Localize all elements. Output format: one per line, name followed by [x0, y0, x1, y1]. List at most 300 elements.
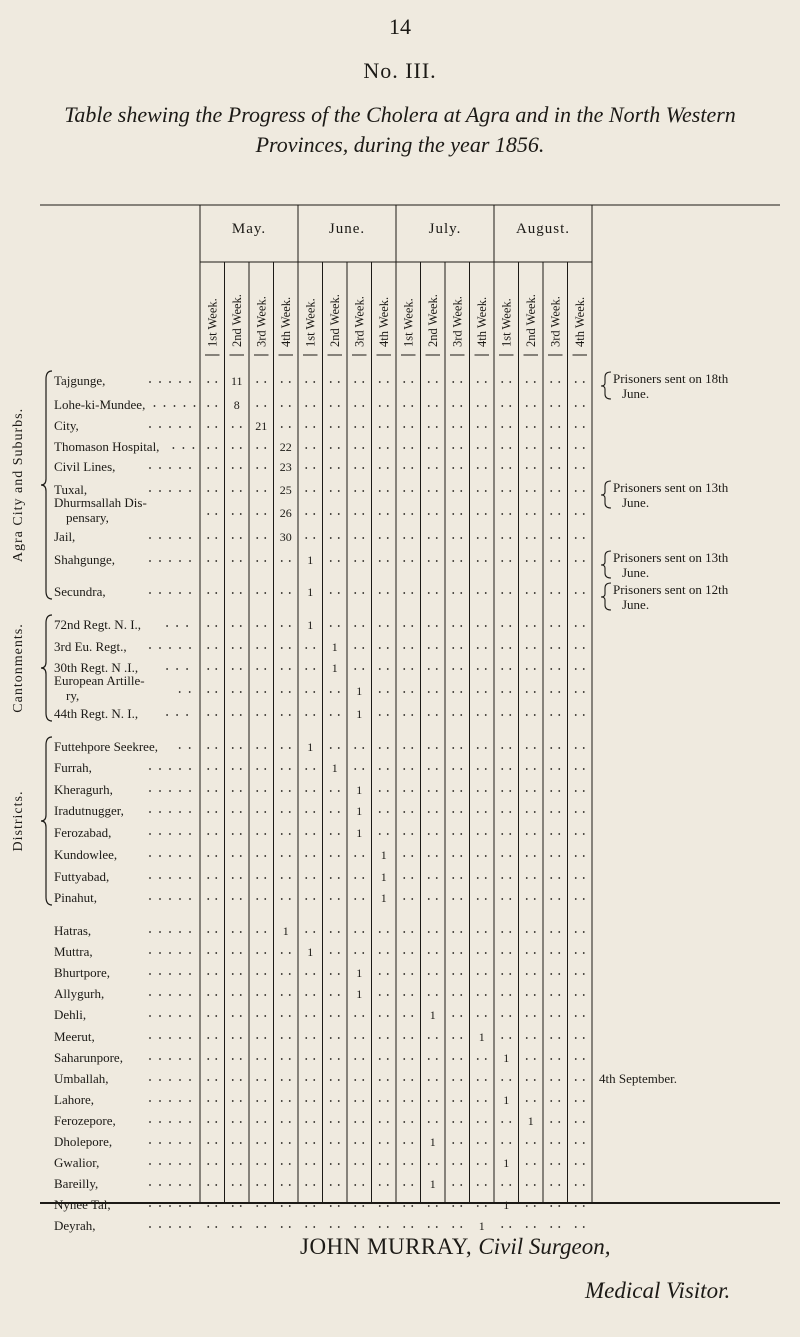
- leader-dot: [509, 447, 511, 449]
- leader-dot: [256, 877, 258, 879]
- leader-dot: [436, 931, 438, 933]
- leader-dot: [558, 1058, 560, 1060]
- row-label: Pinahut,: [54, 890, 97, 905]
- leader-dot: [240, 625, 242, 627]
- leader-dot: [184, 405, 186, 407]
- leader-dot: [281, 1100, 283, 1102]
- row-label: Tajgunge,: [54, 373, 106, 388]
- leader-dot: [256, 1100, 258, 1102]
- leader-dot: [305, 1184, 307, 1186]
- leader-dot: [534, 1226, 536, 1228]
- leader-dot: [403, 973, 405, 975]
- leader-dot: [583, 1100, 585, 1102]
- leader-dot: [485, 973, 487, 975]
- leader-dot: [485, 467, 487, 469]
- leader-dot: [575, 931, 577, 933]
- leader-dot: [240, 1184, 242, 1186]
- leader-dot: [509, 647, 511, 649]
- leader-dot: [281, 1037, 283, 1039]
- leader-dot: [256, 790, 258, 792]
- cell-value: 1: [503, 1051, 510, 1065]
- leader-dot: [149, 1226, 151, 1228]
- leader-dot: [215, 668, 217, 670]
- leader-dot: [169, 1142, 171, 1144]
- leader-dot: [526, 490, 528, 492]
- leader-dot: [215, 405, 217, 407]
- leader-dot: [256, 811, 258, 813]
- leader-dot: [460, 513, 462, 515]
- leader-dot: [207, 1121, 209, 1123]
- leader-dot: [550, 426, 552, 428]
- leader-dot: [509, 691, 511, 693]
- leader-dot: [452, 747, 454, 749]
- cell-value: 1: [503, 1198, 510, 1212]
- leader-dot: [305, 691, 307, 693]
- leader-dot: [207, 668, 209, 670]
- leader-dot: [215, 691, 217, 693]
- leader-dot: [436, 381, 438, 383]
- month-header: May.: [231, 221, 267, 237]
- week-header: 4th Week.: [474, 296, 489, 347]
- leader-dot: [460, 790, 462, 792]
- leader-dot: [558, 691, 560, 693]
- leader-dot: [485, 625, 487, 627]
- leader-dot: [526, 714, 528, 716]
- leader-dot: [189, 855, 191, 857]
- leader-dot: [354, 537, 356, 539]
- leader-dot: [387, 1079, 389, 1081]
- leader-dot: [169, 768, 171, 770]
- leader-dot: [411, 647, 413, 649]
- table-number: No. III.: [363, 58, 437, 83]
- leader-dot: [215, 855, 217, 857]
- leader-dot: [207, 714, 209, 716]
- leader-dot: [526, 592, 528, 594]
- leader-dot: [281, 560, 283, 562]
- leader-dot: [428, 560, 430, 562]
- leader-dot: [575, 1205, 577, 1207]
- leader-dot: [452, 1184, 454, 1186]
- leader-dot: [485, 1079, 487, 1081]
- leader-dot: [583, 877, 585, 879]
- leader-dot: [354, 1226, 356, 1228]
- leader-dot: [256, 490, 258, 492]
- leader-dot: [534, 833, 536, 835]
- leader-dot: [403, 855, 405, 857]
- leader-dot: [526, 426, 528, 428]
- leader-dot: [501, 833, 503, 835]
- leader-dot: [179, 1058, 181, 1060]
- leader-dot: [509, 426, 511, 428]
- leader-dot: [264, 1079, 266, 1081]
- leader-dot: [428, 833, 430, 835]
- leader-dot: [362, 898, 364, 900]
- leader-dot: [169, 855, 171, 857]
- leader-dot: [173, 447, 175, 449]
- leader-dot: [477, 1142, 479, 1144]
- cell-value: 1: [331, 761, 338, 775]
- leader-dot: [411, 973, 413, 975]
- leader-dot: [313, 490, 315, 492]
- leader-dot: [330, 1037, 332, 1039]
- leader-dot: [189, 592, 191, 594]
- leader-dot: [169, 560, 171, 562]
- leader-dot: [509, 952, 511, 954]
- row-label: 30th Regt. N .I.,: [54, 660, 139, 675]
- month-header: June.: [328, 221, 366, 237]
- leader-dot: [428, 426, 430, 428]
- leader-dot: [428, 1037, 430, 1039]
- table-caption-line-2: Provinces, during the year 1856.: [255, 132, 545, 157]
- leader-dot: [189, 833, 191, 835]
- leader-dot: [583, 898, 585, 900]
- leader-dot: [485, 426, 487, 428]
- leader-dot: [232, 877, 234, 879]
- leader-dot: [264, 973, 266, 975]
- leader-dot: [189, 1142, 191, 1144]
- leader-dot: [232, 1058, 234, 1060]
- leader-dot: [436, 952, 438, 954]
- leader-dot: [387, 768, 389, 770]
- leader-dot: [501, 647, 503, 649]
- leader-dot: [354, 1079, 356, 1081]
- leader-dot: [411, 833, 413, 835]
- leader-dot: [281, 1121, 283, 1123]
- leader-dot: [338, 1163, 340, 1165]
- leader-dot: [169, 1226, 171, 1228]
- leader-dot: [313, 1163, 315, 1165]
- leader-dot: [550, 714, 552, 716]
- leader-dot: [313, 768, 315, 770]
- leader-dot: [207, 1058, 209, 1060]
- leader-dot: [338, 1058, 340, 1060]
- leader-dot: [575, 592, 577, 594]
- leader-dot: [169, 381, 171, 383]
- leader-dot: [256, 1015, 258, 1017]
- leader-dot: [330, 405, 332, 407]
- leader-dot: [387, 560, 389, 562]
- leader-dot: [428, 747, 430, 749]
- leader-dot: [240, 790, 242, 792]
- leader-dot: [305, 1058, 307, 1060]
- leader-dot: [176, 625, 178, 627]
- leader-dot: [558, 668, 560, 670]
- leader-dot: [149, 833, 151, 835]
- cell-value: 1: [429, 1177, 436, 1191]
- leader-dot: [159, 855, 161, 857]
- leader-dot: [281, 994, 283, 996]
- leader-dot: [575, 513, 577, 515]
- leader-dot: [411, 467, 413, 469]
- leader-dot: [575, 1058, 577, 1060]
- leader-dot: [379, 1163, 381, 1165]
- leader-dot: [240, 898, 242, 900]
- leader-dot: [189, 381, 191, 383]
- leader-dot: [575, 668, 577, 670]
- leader-dot: [169, 1037, 171, 1039]
- leader-dot: [232, 973, 234, 975]
- leader-dot: [305, 1037, 307, 1039]
- leader-dot: [534, 1184, 536, 1186]
- leader-dot: [379, 1079, 381, 1081]
- row-label-part: pensary,: [66, 510, 109, 525]
- leader-dot: [207, 898, 209, 900]
- leader-dot: [281, 668, 283, 670]
- leader-dot: [169, 537, 171, 539]
- leader-dot: [583, 994, 585, 996]
- leader-dot: [179, 467, 181, 469]
- remark-text: June.: [622, 565, 650, 580]
- leader-dot: [558, 647, 560, 649]
- leader-dot: [362, 560, 364, 562]
- leader-dot: [281, 855, 283, 857]
- leader-dot: [428, 625, 430, 627]
- leader-dot: [428, 931, 430, 933]
- leader-dot: [256, 691, 258, 693]
- leader-dot: [215, 714, 217, 716]
- leader-dot: [330, 714, 332, 716]
- leader-dot: [305, 1226, 307, 1228]
- leader-dot: [289, 1100, 291, 1102]
- leader-dot: [207, 768, 209, 770]
- leader-dot: [207, 1163, 209, 1165]
- cell-value: 1: [380, 848, 387, 862]
- leader-dot: [526, 1205, 528, 1207]
- leader-dot: [583, 537, 585, 539]
- leader-dot: [534, 405, 536, 407]
- leader-dot: [534, 931, 536, 933]
- leader-dot: [240, 833, 242, 835]
- leader-dot: [186, 714, 188, 716]
- leader-dot: [179, 1015, 181, 1017]
- leader-dot: [240, 691, 242, 693]
- leader-dot: [436, 1037, 438, 1039]
- leader-dot: [354, 855, 356, 857]
- leader-dot: [215, 1142, 217, 1144]
- page-number: 14: [389, 14, 411, 39]
- leader-dot: [477, 513, 479, 515]
- leader-dot: [215, 747, 217, 749]
- leader-dot: [501, 1037, 503, 1039]
- leader-dot: [232, 625, 234, 627]
- leader-dot: [526, 833, 528, 835]
- leader-dot: [281, 768, 283, 770]
- cell-value: 30: [279, 530, 292, 544]
- leader-dot: [362, 405, 364, 407]
- leader-dot: [179, 877, 181, 879]
- leader-dot: [452, 811, 454, 813]
- leader-dot: [477, 973, 479, 975]
- leader-dot: [379, 1121, 381, 1123]
- leader-dot: [558, 877, 560, 879]
- leader-dot: [159, 952, 161, 954]
- leader-dot: [403, 1079, 405, 1081]
- leader-dot: [313, 467, 315, 469]
- leader-dot: [354, 447, 356, 449]
- leader-dot: [583, 1226, 585, 1228]
- leader-dot: [583, 405, 585, 407]
- leader-dot: [305, 537, 307, 539]
- leader-dot: [436, 1163, 438, 1165]
- leader-dot: [305, 790, 307, 792]
- leader-dot: [264, 537, 266, 539]
- row-label: 72nd Regt. N. I.,: [54, 617, 142, 632]
- leader-dot: [149, 898, 151, 900]
- leader-dot: [330, 1184, 332, 1186]
- leader-dot: [330, 592, 332, 594]
- leader-dot: [550, 855, 552, 857]
- remark-text: June.: [622, 597, 650, 612]
- leader-dot: [477, 877, 479, 879]
- row-label: Muttra,: [54, 944, 93, 959]
- leader-dot: [452, 994, 454, 996]
- leader-dot: [534, 877, 536, 879]
- leader-dot: [485, 1142, 487, 1144]
- leader-dot: [411, 931, 413, 933]
- leader-dot: [526, 668, 528, 670]
- week-header: 2nd Week.: [229, 294, 244, 347]
- leader-dot: [411, 1142, 413, 1144]
- leader-dot: [362, 537, 364, 539]
- leader-dot: [240, 1205, 242, 1207]
- leader-dot: [179, 898, 181, 900]
- leader-dot: [428, 714, 430, 716]
- leader-dot: [330, 691, 332, 693]
- group-label: Agra City and Suburbs.: [11, 407, 26, 563]
- leader-dot: [189, 1205, 191, 1207]
- leader-dot: [477, 833, 479, 835]
- leader-dot: [264, 1184, 266, 1186]
- leader-dot: [354, 560, 356, 562]
- leader-dot: [149, 768, 151, 770]
- leader-dot: [534, 1142, 536, 1144]
- leader-dot: [232, 833, 234, 835]
- leader-dot: [485, 1205, 487, 1207]
- leader-dot: [264, 1142, 266, 1144]
- row-label: Tuxal,: [54, 482, 88, 497]
- leader-dot: [558, 931, 560, 933]
- leader-dot: [558, 1184, 560, 1186]
- leader-dot: [186, 668, 188, 670]
- leader-dot: [264, 513, 266, 515]
- leader-dot: [428, 1121, 430, 1123]
- leader-dot: [534, 490, 536, 492]
- leader-dot: [428, 1100, 430, 1102]
- leader-dot: [436, 714, 438, 716]
- leader-dot: [452, 877, 454, 879]
- leader-dot: [207, 1226, 209, 1228]
- leader-dot: [411, 668, 413, 670]
- leader-dot: [159, 647, 161, 649]
- leader-dot: [460, 973, 462, 975]
- leader-dot: [169, 467, 171, 469]
- leader-dot: [169, 931, 171, 933]
- leader-dot: [159, 560, 161, 562]
- leader-dot: [477, 1100, 479, 1102]
- leader-dot: [477, 447, 479, 449]
- leader-dot: [501, 855, 503, 857]
- leader-dot: [379, 467, 381, 469]
- leader-dot: [240, 811, 242, 813]
- leader-dot: [354, 931, 356, 933]
- leader-dot: [452, 973, 454, 975]
- leader-dot: [501, 952, 503, 954]
- leader-dot: [428, 691, 430, 693]
- leader-dot: [526, 790, 528, 792]
- leader-dot: [264, 714, 266, 716]
- leader-dot: [534, 1163, 536, 1165]
- leader-dot: [575, 1079, 577, 1081]
- leader-dot: [313, 691, 315, 693]
- leader-dot: [477, 405, 479, 407]
- leader-dot: [207, 1079, 209, 1081]
- leader-dot: [485, 1184, 487, 1186]
- leader-dot: [387, 1015, 389, 1017]
- leader-dot: [387, 1058, 389, 1060]
- leader-dot: [550, 973, 552, 975]
- leader-dot: [193, 447, 195, 449]
- leader-dot: [501, 1142, 503, 1144]
- row-label: 44th Regt. N. I.,: [54, 706, 139, 721]
- leader-dot: [526, 811, 528, 813]
- leader-dot: [403, 513, 405, 515]
- leader-dot: [485, 952, 487, 954]
- leader-dot: [534, 625, 536, 627]
- group-brace: [41, 371, 52, 599]
- week-header: 3rd Week.: [450, 296, 465, 347]
- leader-dot: [460, 811, 462, 813]
- leader-dot: [460, 1205, 462, 1207]
- leader-dot: [379, 1142, 381, 1144]
- leader-dot: [232, 1079, 234, 1081]
- leader-dot: [289, 1184, 291, 1186]
- leader-dot: [526, 1100, 528, 1102]
- leader-dot: [509, 405, 511, 407]
- leader-dot: [550, 691, 552, 693]
- leader-dot: [338, 1037, 340, 1039]
- leader-dot: [526, 973, 528, 975]
- leader-dot: [149, 1163, 151, 1165]
- leader-dot: [403, 1184, 405, 1186]
- leader-dot: [330, 490, 332, 492]
- leader-dot: [477, 560, 479, 562]
- leader-dot: [281, 714, 283, 716]
- leader-dot: [264, 1205, 266, 1207]
- leader-dot: [485, 1121, 487, 1123]
- leader-dot: [411, 1226, 413, 1228]
- leader-dot: [207, 855, 209, 857]
- leader-dot: [411, 811, 413, 813]
- leader-dot: [330, 994, 332, 996]
- leader-dot: [338, 714, 340, 716]
- leader-dot: [411, 994, 413, 996]
- leader-dot: [550, 560, 552, 562]
- leader-dot: [240, 973, 242, 975]
- leader-dot: [526, 625, 528, 627]
- leader-dot: [240, 1079, 242, 1081]
- leader-dot: [558, 1121, 560, 1123]
- leader-dot: [534, 898, 536, 900]
- leader-dot: [159, 592, 161, 594]
- leader-dot: [526, 405, 528, 407]
- leader-dot: [362, 381, 364, 383]
- leader-dot: [526, 467, 528, 469]
- leader-dot: [256, 1079, 258, 1081]
- cell-value: 1: [356, 966, 363, 980]
- leader-dot: [354, 1015, 356, 1017]
- leader-dot: [169, 426, 171, 428]
- leader-dot: [289, 1163, 291, 1165]
